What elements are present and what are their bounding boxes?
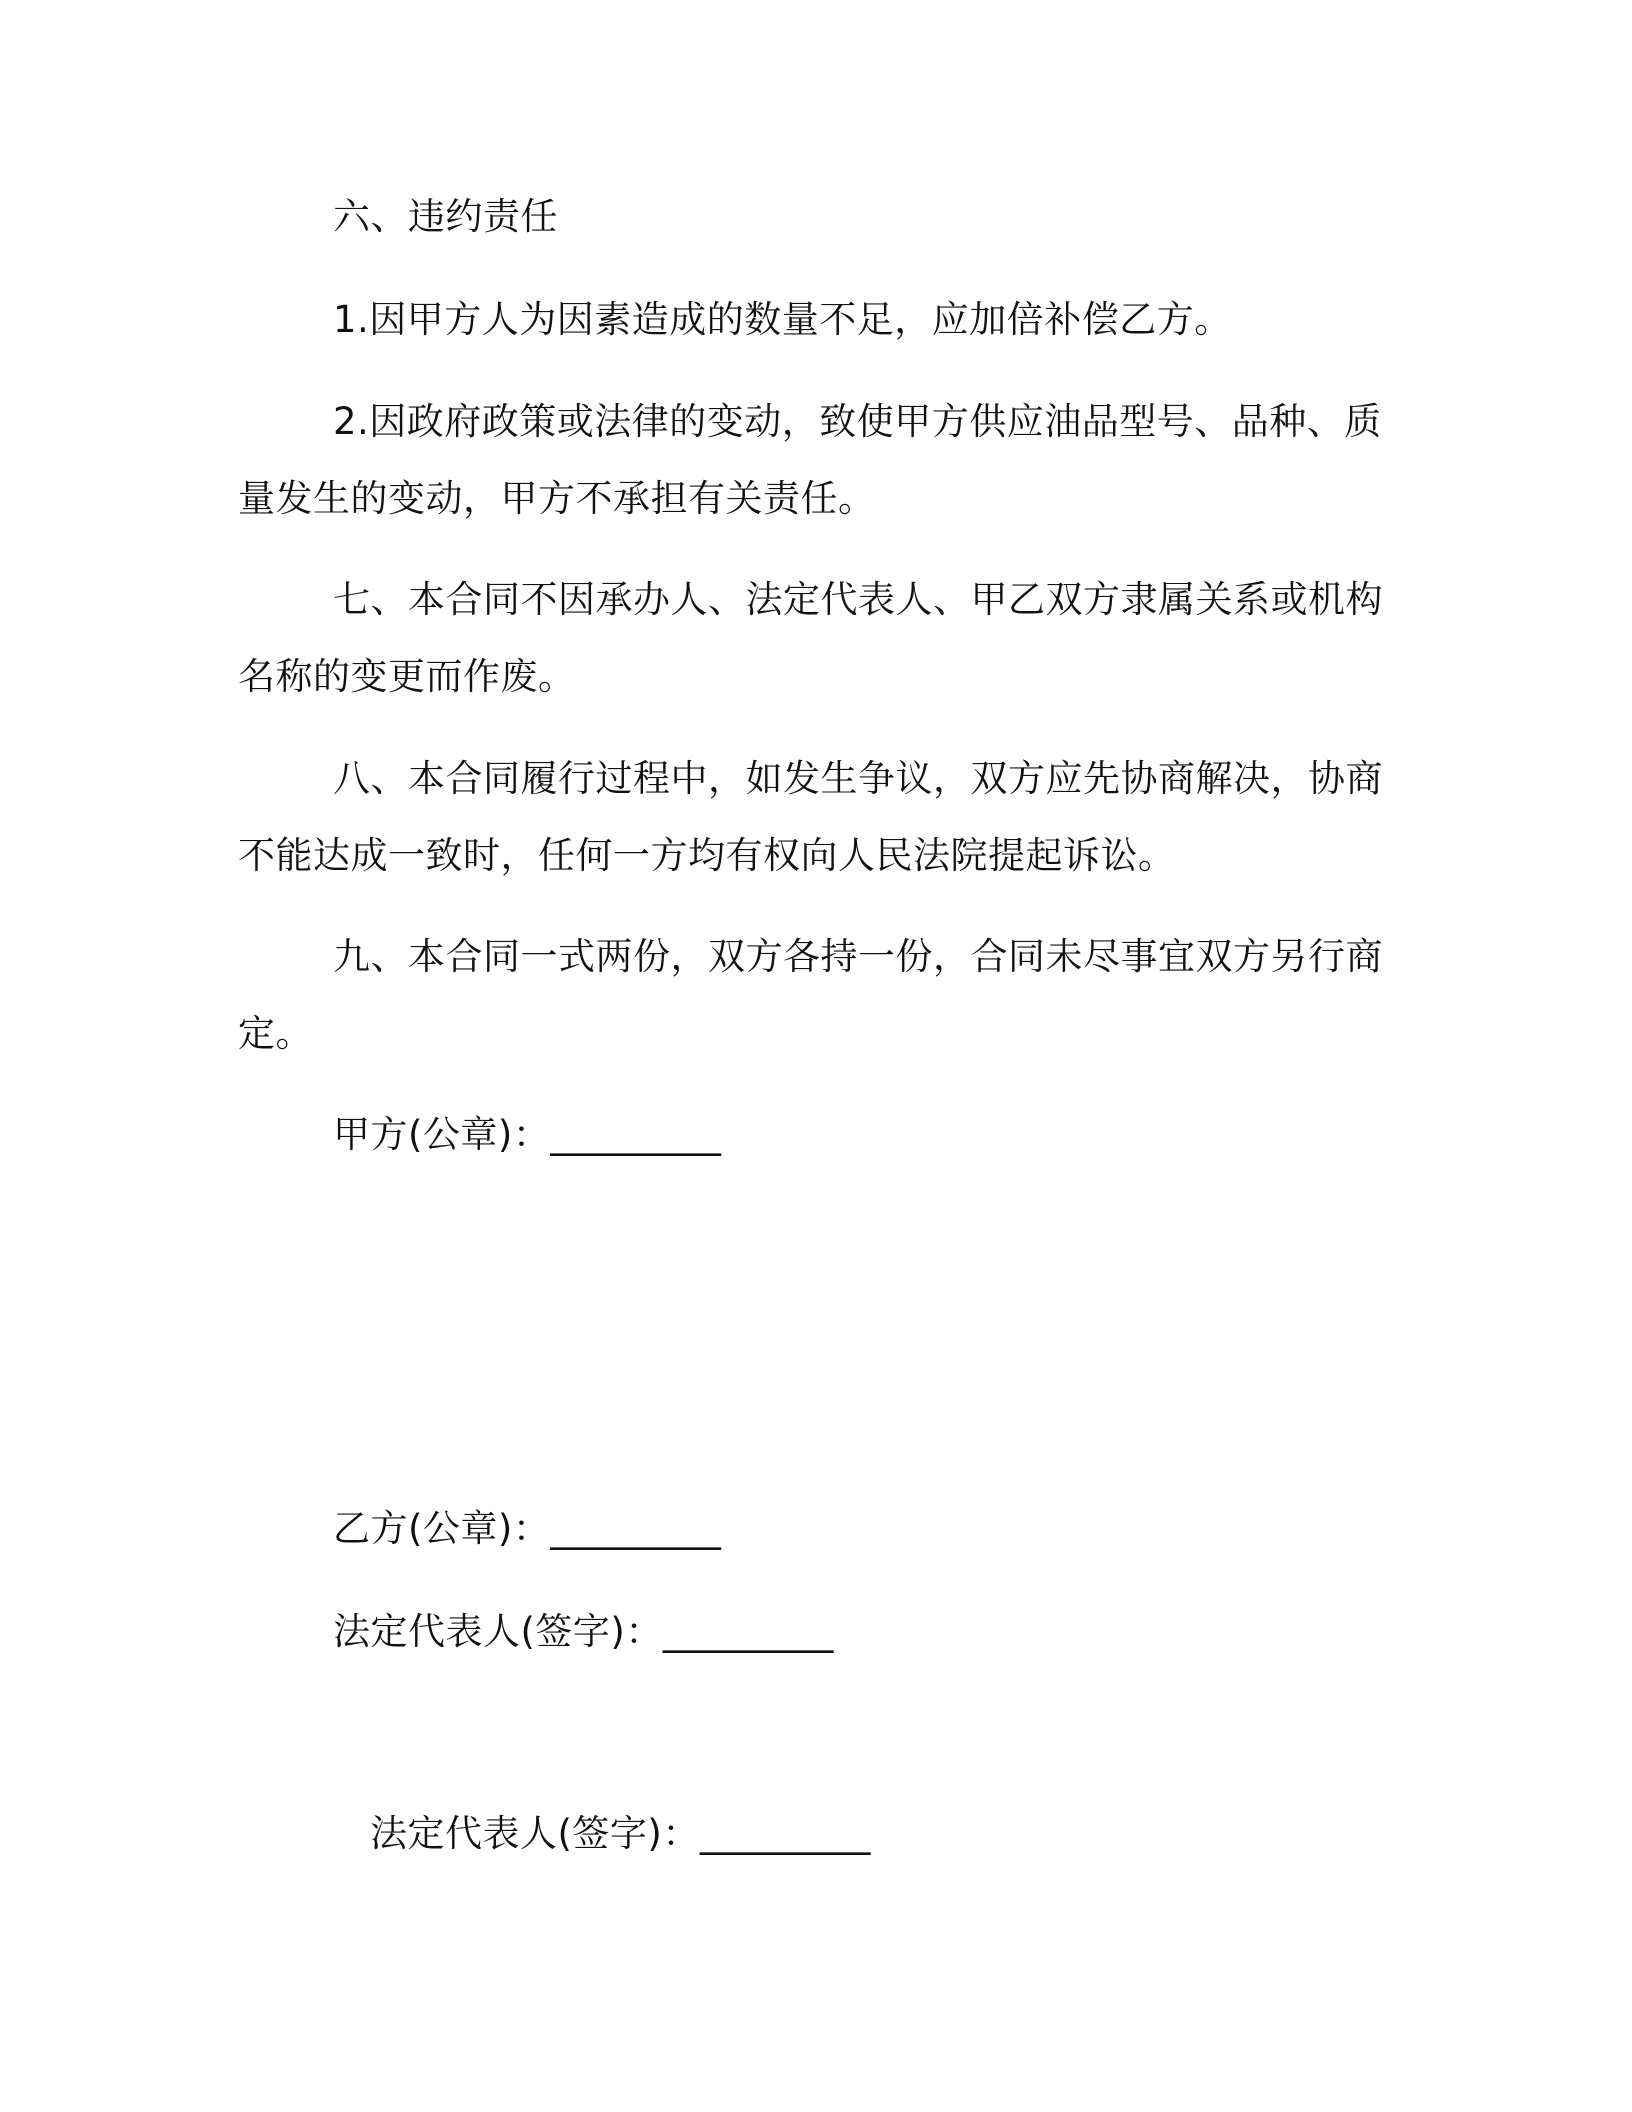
legal-rep-signature-field-2: 法定代表人(签字)：_________ (370, 1812, 871, 1855)
section-heading-breach: 六、违约责任 (333, 195, 558, 238)
party-b-seal-field: 乙方(公章)：_________ (333, 1507, 722, 1550)
party-a-seal-field: 甲方(公章)：_________ (333, 1113, 722, 1156)
clause-8-line-1: 八、本合同履行过程中，如发生争议，双方应先协商解决，协商 (333, 757, 1383, 800)
clause-9-line-2: 定。 (238, 1012, 313, 1055)
legal-rep-signature-field-1: 法定代表人(签字)：_________ (333, 1610, 834, 1653)
clause-6-2-line-2: 量发生的变动，甲方不承担有关责任。 (238, 477, 876, 520)
clause-7-line-2: 名称的变更而作废。 (238, 655, 576, 698)
clause-7-line-1: 七、本合同不因承办人、法定代表人、甲乙双方隶属关系或机构 (333, 578, 1383, 621)
clause-9-line-1: 九、本合同一式两份，双方各持一份，合同未尽事宜双方另行商 (333, 935, 1383, 978)
clause-8-line-2: 不能达成一致时，任何一方均有权向人民法院提起诉讼。 (238, 834, 1176, 877)
clause-6-1: 1.因甲方人为因素造成的数量不足，应加倍补偿乙方。 (333, 298, 1232, 341)
clause-6-2-line-1: 2.因政府政策或法律的变动，致使甲方供应油品型号、品种、质 (333, 400, 1382, 443)
